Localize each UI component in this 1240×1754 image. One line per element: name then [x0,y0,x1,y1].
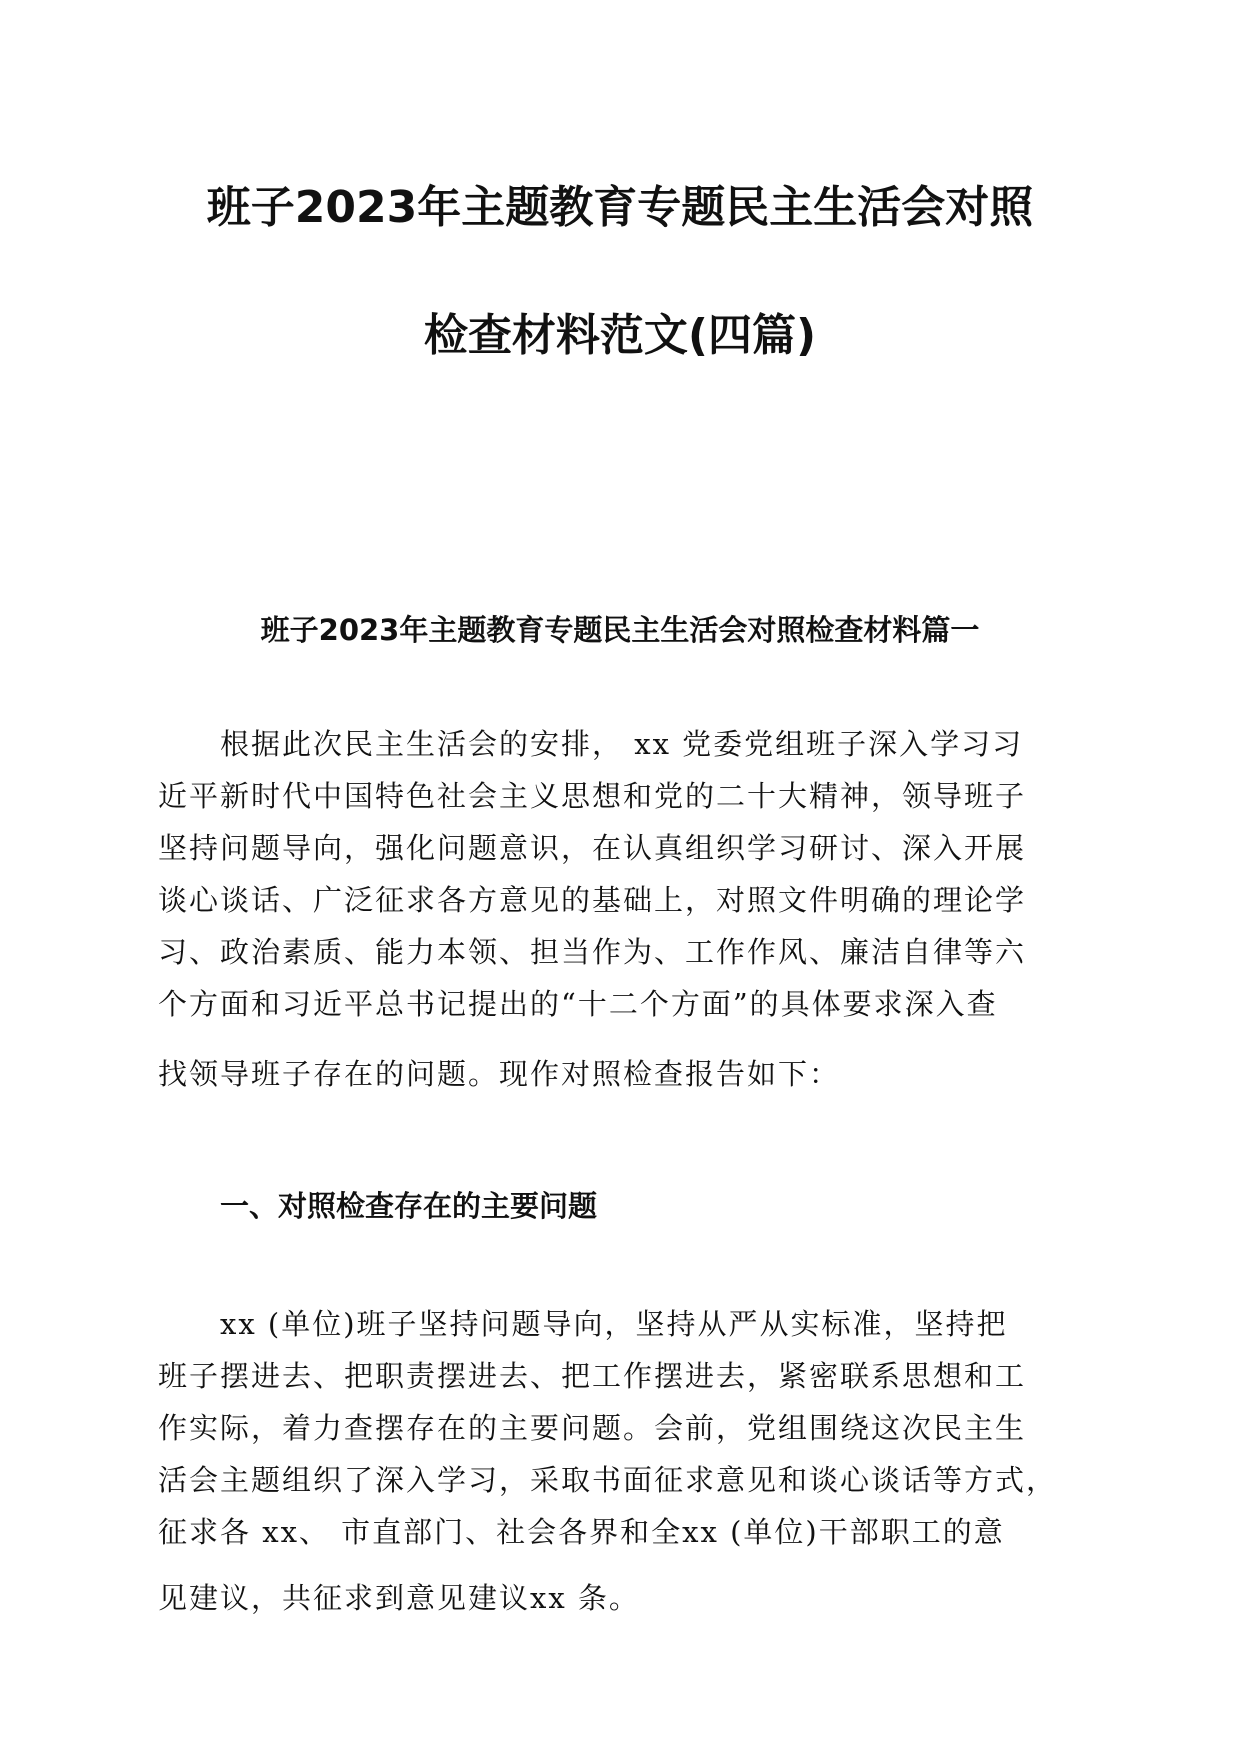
paragraph-2-line: xx (单位)班子坚持问题导向，坚持从严从实标准，坚持把 [220,1307,1008,1341]
paragraph-1-line: 坚持问题导向，强化问题意识，在认真组织学习研讨、深入开展 [158,831,1027,865]
paragraph-2-line: 作实际，着力查摆存在的主要问题。会前，党组围绕这次民主生 [158,1411,1027,1445]
section-title: 班子2023年主题教育专题民主生活会对照检查材料篇一 [260,613,980,647]
paragraph-2-line: 班子摆进去、把职责摆进去、把工作摆进去，紧密联系思想和工 [158,1359,1027,1393]
paragraph-1-line: 谈心谈话、广泛征求各方意见的基础上，对照文件明确的理论学 [158,883,1027,917]
paragraph-2-line: 征求各 xx、 市直部门、社会各界和全xx (单位)干部职工的意 [158,1515,1005,1549]
paragraph-1-line: 找领导班子存在的问题。现作对照检查报告如下： [158,1057,841,1091]
paragraph-1-line: 习、政治素质、能力本领、担当作为、工作作风、廉洁自律等六 [158,935,1027,969]
paragraph-1-line: 近平新时代中国特色社会主义思想和党的二十大精神，领导班子 [158,779,1027,813]
paragraph-1-line: 个方面和习近平总书记提出的“十二个方面”的具体要求深入查 [158,987,998,1021]
paragraph-2-line: 见建议，共征求到意见建议xx 条。 [158,1581,640,1615]
section-heading-1: 一、对照检查存在的主要问题 [220,1189,598,1223]
document-title-line-1: 班子2023年主题教育专题民主生活会对照 [206,182,1034,233]
paragraph-2-line: 活会主题组织了深入学习，采取书面征求意见和谈心谈话等方式， [158,1463,1058,1497]
paragraph-1-line: 根据此次民主生活会的安排， xx 党委党组班子深入学习习 [220,727,1024,761]
document-title-line-2: 检查材料范文(四篇) [423,310,817,361]
